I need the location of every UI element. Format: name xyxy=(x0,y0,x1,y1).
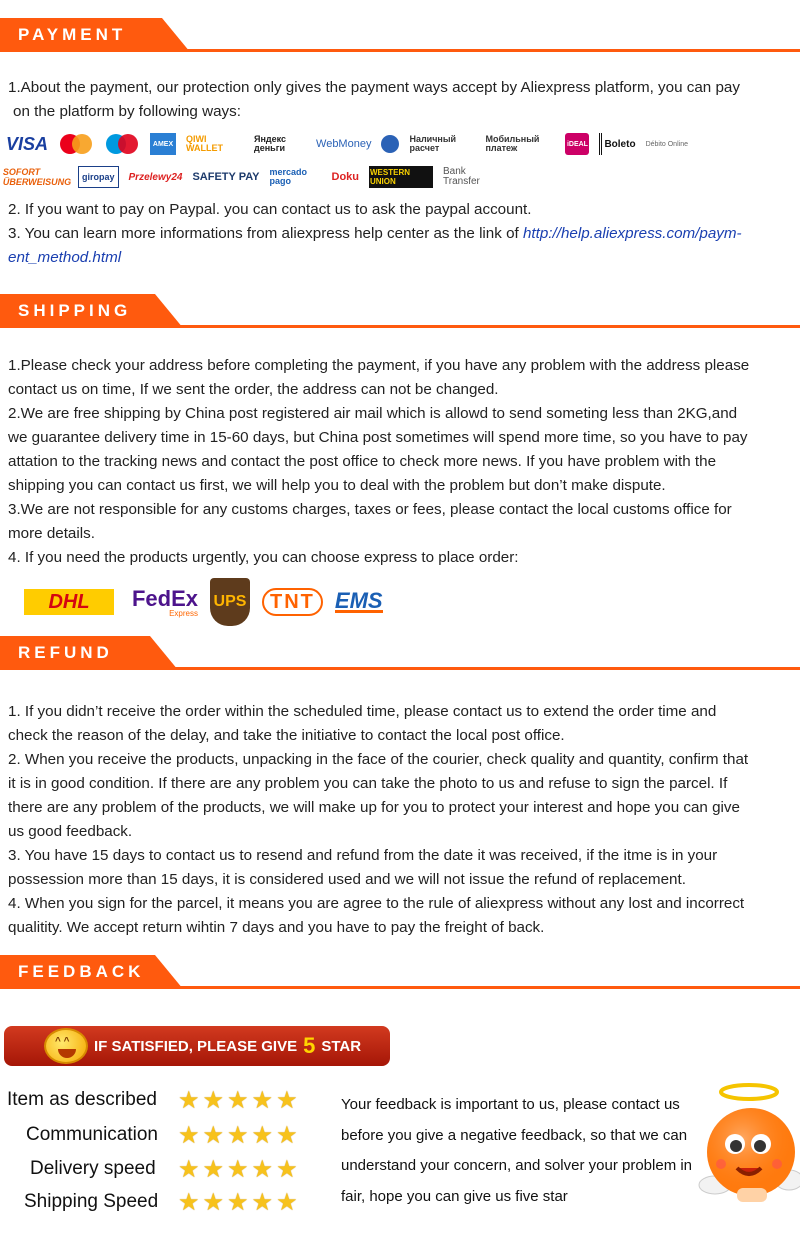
rating-label: Delivery speed xyxy=(30,1158,156,1179)
visa-logo: VISA xyxy=(6,133,49,154)
rating-row-item-as-described xyxy=(0,1085,330,1115)
feedback-message-line: before you give a negative feedback, so that we can xyxy=(341,1126,688,1144)
ups-logo: UPS xyxy=(210,578,250,626)
payment-line-1: 1.About the payment, our protection only gives the payment ways accept by Aliexpress platform, you can pay xyxy=(8,79,740,96)
mercadopago-logo: mercado pago xyxy=(269,167,308,186)
refund-line: there are any problem of the products, we will make up for you to protect your interest and hope you can give xyxy=(8,799,740,816)
fedex-wordmark: FedEx xyxy=(131,586,198,611)
rating-row-delivery-speed xyxy=(0,1154,330,1184)
rating-label: Shipping Speed xyxy=(24,1191,159,1212)
refund-line: qualitity. We accept return wihtin 7 days and you have to pay the freight of back. xyxy=(8,919,545,936)
header-divider xyxy=(0,667,800,670)
fedex-logo xyxy=(126,582,198,622)
shipping-header-tab: SHIPPING xyxy=(0,294,155,328)
payment-extra xyxy=(8,198,796,270)
star-rating xyxy=(178,1121,298,1150)
star-icon: ★ xyxy=(227,1086,249,1114)
star-icon: ★ xyxy=(178,1121,200,1149)
star-icon: ★ xyxy=(227,1121,249,1149)
payment-intro xyxy=(8,76,796,124)
mastercard-logo xyxy=(58,133,94,155)
banner-number: 5 xyxy=(303,1033,316,1058)
debito-online-logo: Débito Online xyxy=(645,140,688,148)
shipping-line: attation to the tracking news and contact the post office to check more news. If you have problem with the xyxy=(8,453,717,470)
shipping-line: we guarantee delivery time in 15-60 days, but China post sometimes will spend more time, so you have to pay xyxy=(8,429,748,446)
payment-line-3-text: 3. You can learn more informations from aliexpress help center as the link of xyxy=(8,225,523,242)
star-icon: ★ xyxy=(251,1155,274,1183)
star-icon: ★ xyxy=(227,1155,249,1183)
refund-header-tab: REFUND xyxy=(0,636,150,670)
header-divider xyxy=(0,325,800,328)
feedback-message xyxy=(341,1090,701,1212)
shipping-line: shipping you can contact us first, we will help you to deal with the problem but don’t make dispute. xyxy=(8,477,666,494)
rating-label: Communication xyxy=(26,1124,158,1145)
angel-mascot-icon xyxy=(697,1080,800,1220)
star-icon: ★ xyxy=(227,1188,249,1216)
refund-line: it is in good condition. If there are any problem you can take the photo to us and refuse to sign the parcel. If xyxy=(8,775,728,792)
star-icon: ★ xyxy=(276,1188,298,1216)
payment-line-3 xyxy=(8,222,796,246)
star-icon: ★ xyxy=(276,1155,298,1183)
feedback-message-line: understand your concern, and solver your problem in xyxy=(341,1157,693,1174)
payment-line-3b xyxy=(8,246,796,270)
mastercard-icon xyxy=(58,133,94,155)
refund-line: 3. You have 15 days to contact us to resend and refund from the date it was received, if the itme is in your xyxy=(8,847,718,864)
shipping-line: 4. If you need the products urgently, you can choose express to place order: xyxy=(8,549,519,566)
bank-transfer-logo: Bank Transfer xyxy=(443,166,480,187)
refund-line: 1. If you didn’t receive the order within the scheduled time, please contact us to extend the order time and xyxy=(8,703,717,720)
payment-header xyxy=(0,18,800,52)
rating-row-communication xyxy=(0,1120,330,1150)
tnt-logo: TNT xyxy=(262,588,323,616)
ideal-logo: iDEAL xyxy=(565,133,589,155)
feedback-header xyxy=(0,955,800,989)
star-icon: ★ xyxy=(276,1121,298,1149)
shipping-line: contact us on time, If we sent the order, the address can not be changed. xyxy=(8,381,499,398)
qiwi-logo: QIWI WALLET xyxy=(186,134,224,153)
refund-line: possession more than 15 days, it is considered used and we will not issue the refund of replacement. xyxy=(8,871,686,888)
amex-logo: AMEX xyxy=(150,133,176,155)
dhl-logo: DHL xyxy=(24,589,114,615)
feedback-message-line: fair, hope you can give us five star xyxy=(341,1187,568,1205)
help-center-link[interactable]: http://help.aliexpress.com/paym- xyxy=(522,225,742,242)
safetypay-logo: SAFETY PAY xyxy=(192,171,260,183)
western-union-logo: WESTERN UNION xyxy=(369,166,433,188)
courier-logos xyxy=(24,576,383,628)
star-icon: ★ xyxy=(251,1121,274,1149)
help-center-link-continued[interactable]: ent_method.html xyxy=(8,249,122,266)
payment-logos-row-2 xyxy=(2,163,497,191)
star-icon: ★ xyxy=(251,1086,274,1114)
refund-line: 4. When you sign for the parcel, it means you are agree to the rule of aliexpress without any lost and incorrect xyxy=(8,895,745,912)
star-icon: ★ xyxy=(276,1086,298,1114)
shipping-line: 2.We are free shipping by China post registered air mail which is allowd to send someting less than 2KG,and xyxy=(8,405,738,422)
five-star-banner xyxy=(4,1026,390,1066)
ems-logo: EMS xyxy=(334,587,383,613)
star-icon: ★ xyxy=(202,1121,225,1149)
shipping-text xyxy=(8,354,796,570)
star-rating xyxy=(178,1155,298,1184)
payment-logos-row-1 xyxy=(6,130,688,158)
yandex-money-logo: Яндекс деньги xyxy=(254,134,287,153)
payment-line-1b: on the platform by following ways: xyxy=(13,103,241,120)
doku-logo: Doku xyxy=(331,171,359,183)
cash-payment-logo: Наличный расчет xyxy=(409,134,457,153)
star-icon: ★ xyxy=(178,1155,200,1183)
rating-row-shipping-speed xyxy=(0,1187,330,1217)
rating-label: Item as described xyxy=(7,1089,157,1110)
refund-line: 2. When you receive the products, unpacking in the face of the courier, check quality and quantity, confirm that xyxy=(8,751,749,768)
maestro-icon xyxy=(104,133,140,155)
refund-line: check the reason of the delay, and take the initiative to contact the local post office. xyxy=(8,727,565,744)
star-icon: ★ xyxy=(178,1188,200,1216)
star-icon: ★ xyxy=(178,1086,200,1114)
maestro-logo xyxy=(104,133,140,155)
refund-text xyxy=(8,700,796,940)
boleto-logo: Boleto xyxy=(599,133,635,155)
payment-line-2: 2. If you want to pay on Paypal. you can contact us to ask the paypal account. xyxy=(8,201,532,218)
refund-line: us good feedback. xyxy=(8,823,133,840)
sofort-logo: SOFORT ÜBERWEISUNG xyxy=(2,167,72,187)
banner-prefix: IF SATISFIED, PLEASE GIVE xyxy=(94,1037,298,1055)
star-icon: ★ xyxy=(202,1086,225,1114)
giropay-logo: giropay xyxy=(78,166,119,188)
webmoney-icon xyxy=(381,135,399,153)
webmoney-logo: WebMoney xyxy=(316,138,372,150)
star-icon: ★ xyxy=(251,1188,274,1216)
refund-header xyxy=(0,636,800,670)
shipping-line: more details. xyxy=(8,525,95,542)
star-rating xyxy=(178,1188,298,1217)
feedback-header-tab: FEEDBACK xyxy=(0,955,155,989)
shipping-line: 1.Please check your address before completing the payment, if you have any problem with the address please xyxy=(8,357,750,374)
banner-suffix: STAR xyxy=(321,1037,362,1055)
przelewy24-logo: Przelewy24 xyxy=(128,171,183,183)
mobile-payment-logo: Мобильный платеж xyxy=(485,134,540,153)
fedex-express-label: Express xyxy=(169,609,198,618)
shipping-header xyxy=(0,294,800,328)
header-divider xyxy=(0,49,800,52)
payment-header-tab: PAYMENT xyxy=(0,18,162,52)
star-icon: ★ xyxy=(202,1155,225,1183)
header-divider xyxy=(0,986,800,989)
star-rating xyxy=(178,1086,298,1115)
smiley-face-icon xyxy=(44,1028,88,1064)
shipping-line: 3.We are not responsible for any customs charges, taxes or fees, please contact the local customs office for xyxy=(8,501,732,518)
feedback-message-line: Your feedback is important to us, please contact us xyxy=(341,1096,680,1113)
star-icon: ★ xyxy=(202,1188,225,1216)
